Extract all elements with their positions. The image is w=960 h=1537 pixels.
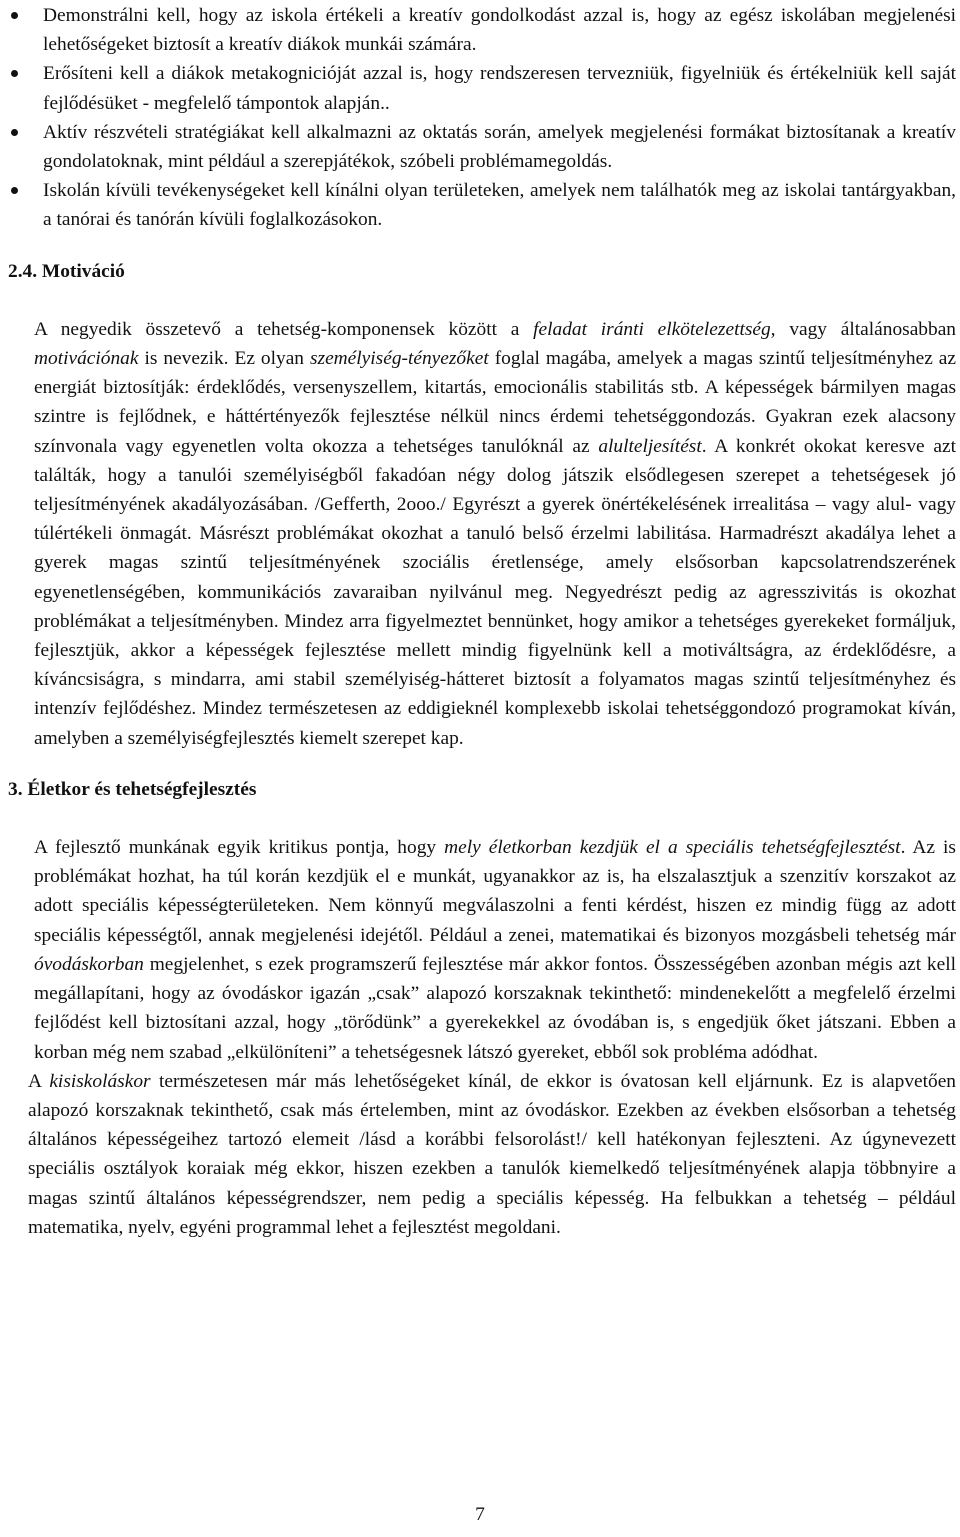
bullet-text: Iskolán kívüli tevékenységeket kell kínálni olyan területeken, amelyek nem találhatók meg az iskolai tantárgyakban, a tanórai és tanórán kívüli foglalkozásokon.	[43, 180, 956, 231]
text-run: A fejlesztő munkának egyik kritikus pontja, hogy	[34, 837, 445, 859]
page-content	[8, 1, 956, 1242]
emphasis-text: alulteljesítést	[598, 435, 702, 457]
bullet-icon	[11, 70, 18, 77]
text-run: A	[28, 1070, 50, 1092]
bullet-item	[8, 1, 956, 59]
text-run: vagy általánosabban	[775, 318, 956, 340]
paragraph-eletkor-1	[8, 833, 956, 1067]
section-heading-motivacio: 2.4. Motiváció	[8, 260, 125, 282]
text-run: természetesen már más lehetőségeket kínál, de ekkor is óvatosan kell eljárnunk. Ez is alapvetően alapozó korszaknak tekinthető, csak más értelemben, mint az óvodáskor. Ezekben az években elsősorban a tehetség általános képességeihez tartozó elemeit /lásd a korábbi felsorolást!/ kell hatékonyan fejleszteni. Az úgynevezett speciális osztályok koraiak még ekkor, hiszen ezekben a tanulók kiemelkedő teljesítményének alapja többnyire a magas szintű általános képességrendszer, nem pedig a speciális képesség. Ha felbukkan a tehetség – például matematika, nyelv, egyéni programmal lehet a fejlesztést megoldani.	[28, 1070, 957, 1238]
bullet-icon	[11, 129, 18, 136]
emphasis-text: feladat iránti elkötelezettség,	[533, 318, 776, 340]
bullet-item	[8, 176, 956, 234]
bullet-icon	[11, 12, 18, 19]
text-run: foglal magába, amelyek a magas szintű teljesítményhez az energiát biztosítják: érdeklődés, versenyszellem, kitartás, emocionális stabilitás stb. A képességek bármilyen magas szintre is fejlődnek, e háttértényezők fejlesztése nélkül nincs érdemi tehetséggondozás. Gyakran ezek alacsony színvonala vagy egyenetlen volta okozza a tehetséges tanulóknál az	[34, 348, 956, 457]
emphasis-text: személyiség-tényezőket	[309, 348, 489, 370]
page-number: 7	[475, 1504, 485, 1525]
text-run: megjelenhet, s ezek programszerű fejlesztése már akkor fontos. Összességében azonban mégis azt kell megállapítani, hogy az óvodáskor igazán „csak” alapozó korszaknak tekinthető: mindenekelőtt a megfelelő érzelmi fejlődést kell biztosítani azzal, hogy „törődünk” a gyerekekkel az óvodában is, s engedjük őket játszani. Ebben a korban még nem szabad „elkülöníteni” a tehetségesnek látszó gyereket, ebből sok probléma adódhat.	[34, 953, 956, 1063]
text-run: . Az is problémákat hozhat, ha túl korán kezdjük el e munkát, ugyanakkor az is, ha elszalasztjuk a szenzitív korszakot az adott speciális képességterületeken. Nem könnyű megválaszolni a fenti kérdést, hiszen ez mindig függ az adott speciális képességtől, annak megjelenési idejétől. Például a zenei, matematikai és bizonyos mozgásbeli tehetség már	[34, 837, 956, 946]
emphasis-text: kisiskoláskor	[49, 1070, 151, 1092]
emphasis-text: mely életkorban kezdjük el a speciális tehetségfejlesztést	[444, 837, 901, 859]
text-run: . A konkrét okokat keresve azt találták, hogy a tanulói személyiségből fakadóan négy dolog játszik elsődlegesen szerepet a tehetségesek jó teljesítményének akadályozásában. /Gefferth, 2ooo./ Egyrészt a gyerek önértékelésének irrealitása – vagy alul- vagy túlértékeli önmagát. Másrészt problémákat okozhat a tanuló belső érzelmi labilitása. Harmadrészt akadálya lehet a gyerek magas szintű teljesítményének szociális éretlensége, amely elsősorban kapcsolatrendszerének egyenetlenségében, kommunikációs zavaraiban nyilvánul meg. Negyedrészt pedig az agresszivitás is okozhat problémákat a teljesítményben. Mindez arra figyelmeztet bennünket, hogy amikor a tehetséges gyerekeket formáljuk, fejlesztjük, akkor a képességek fejlesztése mellett mindig figyelnünk kell a motiváltságra, az érdeklődésre, a kíváncsiságra, s mindarra, ami stabil személyiség-hátteret biztosít a folyamatos magas szintű teljesítményhez és intenzív fejlődéshez. Mindez természetesen az eddigieknél komplexebb iskolai tehetséggondozó programokat kíván, amelyben a személyiségfejlesztés kiemelt szerepet kap.	[34, 435, 956, 749]
bullet-list	[8, 1, 956, 235]
paragraph-motivacio	[8, 315, 956, 753]
text-run: is nevezik. Ez olyan	[138, 348, 310, 370]
bullet-text: Aktív részvételi stratégiákat kell alkalmazni az oktatás során, amelyek megjelenési formákat biztosítanak a kreatív gondolatoknak, mint például a szerepjátékok, szóbeli problémamegoldás.	[43, 121, 956, 173]
paragraph-eletkor-2	[8, 1067, 956, 1242]
emphasis-text: óvodáskorban	[34, 953, 144, 975]
section-heading-eletkor: 3. Életkor és tehetségfejlesztés	[8, 778, 257, 800]
text-run: A negyedik összetevő a tehetség-komponensek között a	[34, 318, 534, 340]
bullet-item	[8, 118, 956, 176]
bullet-text: Demonstrálni kell, hogy az iskola értékeli a kreatív gondolkodást azzal is, hogy az egész iskolában megjelenési lehetőségeket biztosít a kreatív diákok munkái számára.	[43, 5, 956, 56]
bullet-text: Erősíteni kell a diákok metakognicióját azzal is, hogy rendszeresen tervezniük, figyelniük és értékelniük kell saját fejlődésüket - megfelelő támpontok alapján..	[43, 63, 956, 114]
bullet-icon	[11, 187, 18, 194]
emphasis-text: motivációnak	[34, 348, 139, 370]
bullet-item	[8, 59, 956, 117]
